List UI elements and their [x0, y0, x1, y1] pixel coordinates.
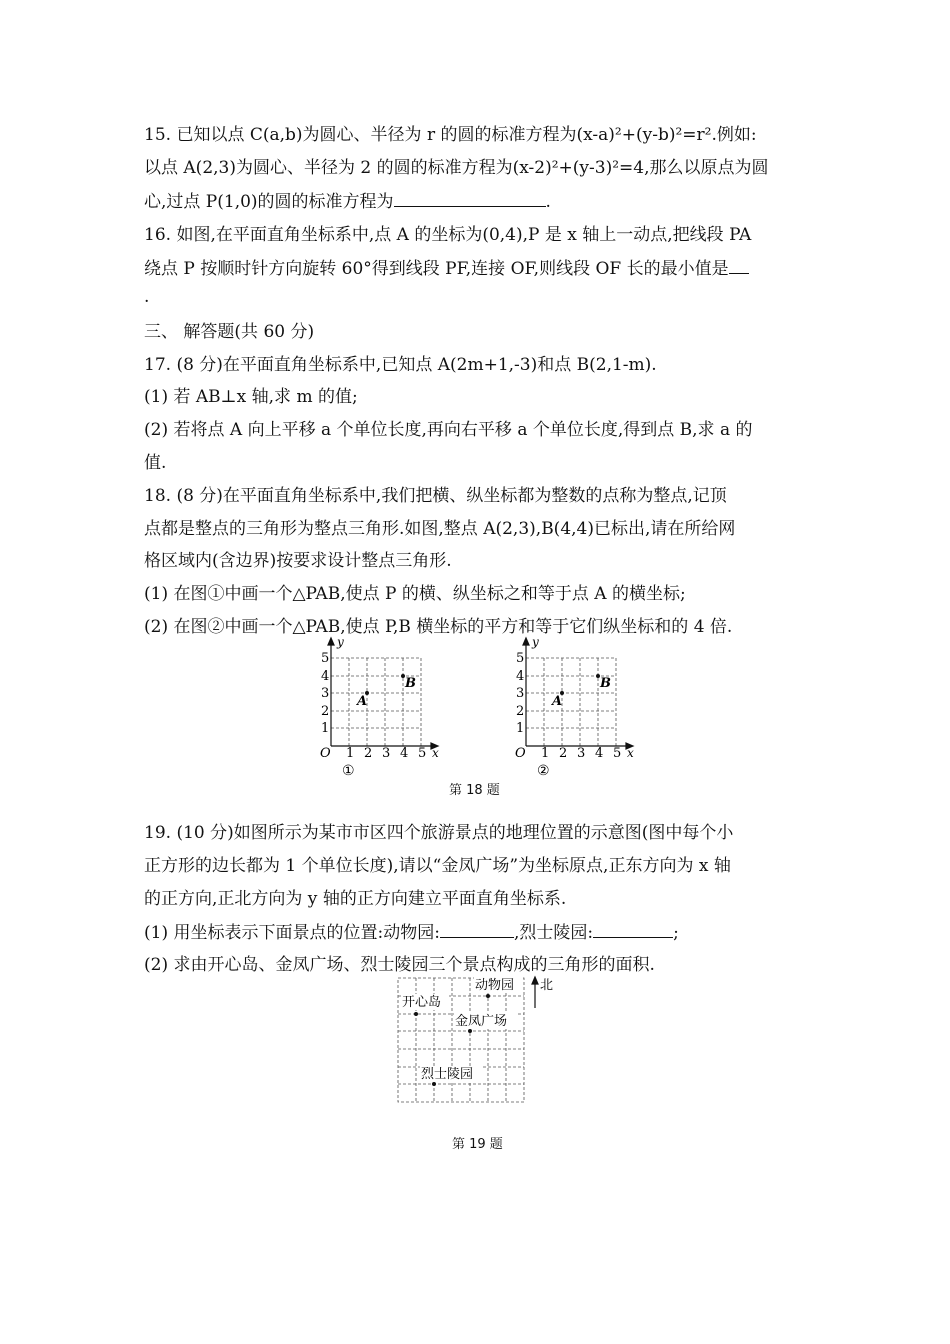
p19-part1-a: (1) 用坐标表示下面景点的位置:动物园: — [144, 923, 440, 943]
x-tick-4: 4 — [595, 746, 604, 761]
x-tick-5: 5 — [613, 746, 622, 761]
p17-part2b: 值. — [144, 453, 167, 473]
island-label: 开心岛 — [402, 995, 442, 1010]
x-tick-3: 3 — [577, 746, 586, 761]
p16-line2 — [144, 257, 749, 280]
x-axis-label: x — [627, 746, 634, 760]
grid-figure-2 — [503, 632, 643, 780]
p15-line3-end: . — [545, 192, 551, 212]
p18-line2: 点都是整点的三角形为整点三角形.如图,整点 A(2,3),B(4,4)已标出,请在所给网 — [144, 519, 736, 539]
p18-part1: (1) 在图①中画一个△PAB,使点 P 的横、纵坐标之和等于点 A 的横坐标; — [144, 584, 686, 604]
x-tick-1: 1 — [346, 746, 355, 761]
p19-part1-c: ; — [673, 923, 679, 943]
point-b-label: B — [600, 676, 611, 691]
p19-line1: 19. (10 分)如图所示为某市市区四个旅游景点的地理位置的示意图(图中每个小 — [144, 823, 734, 843]
cemetery-label: 烈士陵园 — [421, 1067, 474, 1082]
p17-part1: (1) 若 AB⊥x 轴,求 m 的值; — [144, 387, 358, 407]
origin-label: O — [515, 746, 526, 761]
p19-part2: (2) 求由开心岛、金凤广场、烈士陵园三个景点构成的三角形的面积. — [144, 955, 655, 975]
figure-label-1: ① — [342, 763, 355, 779]
p17-line1: 17. (8 分)在平面直角坐标系中,已知点 A(2m+1,-3)和点 B(2,1-m). — [144, 355, 657, 375]
figure-caption-18: 第 18 题 — [449, 783, 500, 798]
p15-line2: 以点 A(2,3)为圆心、半径为 2 的圆的标准方程为(x-2)²+(y-3)²=4,那么以原点为圆 — [144, 158, 769, 178]
p15-line1: 15. 已知以点 C(a,b)为圆心、半径为 r 的圆的标准方程为(x-a)²+(y-b)²=r².例如: — [144, 125, 757, 145]
y-tick-4: 4 — [321, 669, 330, 684]
p15-line3-text: 心,过点 P(1,0)的圆的标准方程为 — [144, 192, 394, 212]
x-tick-5: 5 — [418, 746, 427, 761]
point-a-label: A — [357, 694, 368, 709]
y-tick-3: 3 — [516, 686, 525, 701]
y-axis-label: y — [337, 635, 344, 649]
north-label: 北 — [540, 978, 554, 993]
p18-line3: 格区域内(含边界)按要求设计整点三角形. — [144, 551, 452, 571]
y-tick-1: 1 — [516, 721, 525, 736]
plaza-label: 金凤广场 — [455, 1014, 508, 1029]
p16-line2-text: 绕点 P 按顺时针方向旋转 60°得到线段 PF,连接 OF,则线段 OF 长的最小值是 — [144, 259, 729, 279]
zoo-dot — [486, 994, 490, 998]
x-tick-1: 1 — [541, 746, 550, 761]
grid-figure-1 — [308, 632, 448, 780]
x-tick-2: 2 — [364, 746, 373, 761]
y-tick-2: 2 — [516, 704, 525, 719]
y-tick-2: 2 — [321, 704, 330, 719]
x-tick-4: 4 — [400, 746, 409, 761]
answer-blank — [729, 257, 749, 274]
p19-line2: 正方形的边长都为 1 个单位长度),请以“金凤广场”为坐标原点,正东方向为 x 轴 — [144, 856, 731, 876]
y-tick-5: 5 — [516, 651, 525, 666]
x-tick-3: 3 — [382, 746, 391, 761]
p15-line3 — [144, 190, 551, 213]
origin-label: O — [320, 746, 331, 761]
p18-line1: 18. (8 分)在平面直角坐标系中,我们把横、纵坐标都为整数的点称为整点,记顶 — [144, 486, 727, 506]
answer-blank-zoo — [440, 921, 514, 938]
plaza-dot — [468, 1029, 472, 1033]
zoo-label: 动物园 — [475, 978, 515, 993]
y-tick-3: 3 — [321, 686, 330, 701]
answer-blank-cemetery — [593, 921, 673, 938]
p17-part2: (2) 若将点 A 向上平移 a 个单位长度,再向右平移 a 个单位长度,得到点 B,求 a 的 — [144, 420, 753, 440]
x-axis-label: x — [432, 746, 439, 760]
point-a-label: A — [552, 694, 563, 709]
point-b-label: B — [405, 676, 416, 691]
y-tick-4: 4 — [516, 669, 525, 684]
p18-part2: (2) 在图②中画一个△PAB,使点 P,B 横坐标的平方和等于它们纵坐标和的 4 倍. — [144, 617, 733, 637]
figure-caption-19: 第 19 题 — [452, 1137, 503, 1152]
p19-part1 — [144, 921, 679, 944]
y-tick-1: 1 — [321, 721, 330, 736]
cemetery-dot — [432, 1082, 436, 1086]
y-tick-5: 5 — [321, 651, 330, 666]
p16-line1: 16. 如图,在平面直角坐标系中,点 A 的坐标为(0,4),P 是 x 轴上一动点,把线段 PA — [144, 225, 752, 245]
figure-label-2: ② — [537, 763, 550, 779]
y-axis-label: y — [532, 635, 539, 649]
p19-part1-b: ,烈士陵园: — [513, 923, 594, 943]
p19-line3: 的正方向,正北方向为 y 轴的正方向建立平面直角坐标系. — [144, 889, 567, 909]
island-dot — [414, 1012, 418, 1016]
answer-blank — [394, 190, 546, 207]
p16-line3: . — [144, 287, 150, 307]
section-heading: 三、 解答题(共 60 分) — [144, 322, 315, 342]
x-tick-2: 2 — [559, 746, 568, 761]
tourist-map — [390, 974, 560, 1108]
